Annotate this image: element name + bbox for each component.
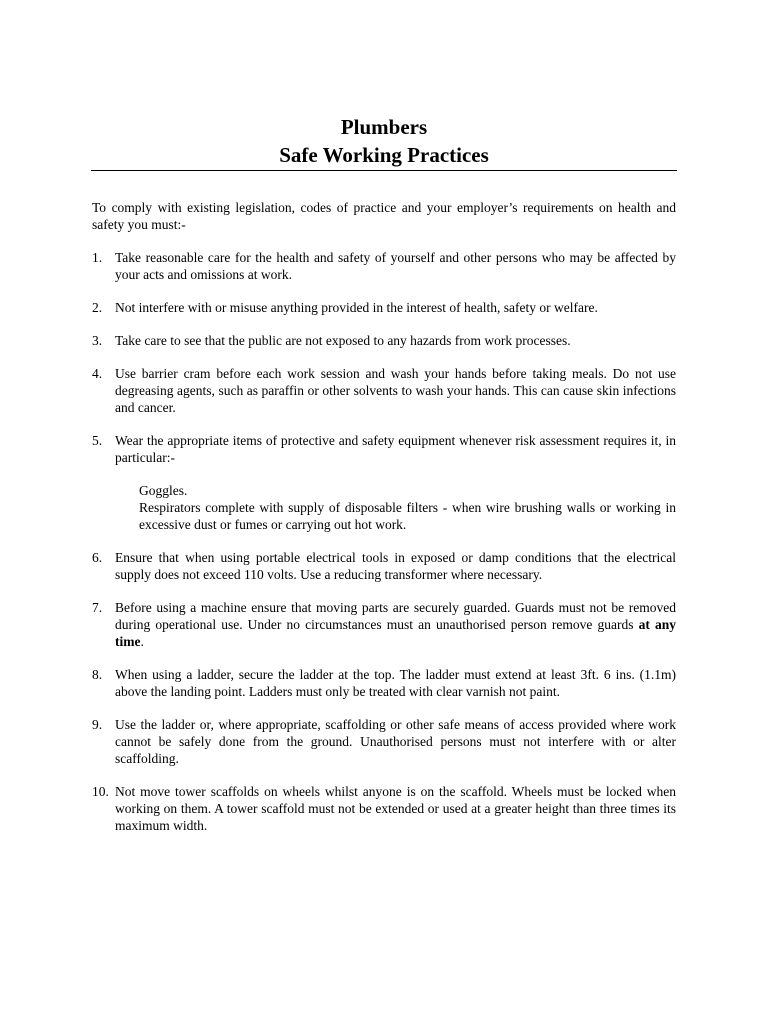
- item-text: Use the ladder or, where appropriate, scaffolding or other safe means of access provided where work cannot be safely done from the ground. Unauthorised persons must not interfere with or alter scaffolding.: [115, 717, 676, 766]
- item-text: Use barrier cram before each work session and wash your hands before taking meals. Do not use degreasing agents, such as paraffin or other solvents to wash your hands. This can cause skin infections and cancer.: [115, 366, 676, 415]
- item-number: 6.: [92, 550, 103, 565]
- list-item: [92, 332, 676, 349]
- item-number: 3.: [92, 333, 103, 348]
- document-body: [92, 199, 676, 850]
- list-item: [92, 783, 676, 834]
- item-text: Not move tower scaffolds on wheels whilst anyone is on the scaffold. Wheels must be locked when working on them. A tower scaffold must not be extended or used at a greater height than three times its maximum width.: [115, 784, 676, 833]
- item-number: 7.: [92, 600, 103, 615]
- item-number: 5.: [92, 433, 103, 448]
- intro-paragraph: To comply with existing legislation, codes of practice and your employer’s requirements on health and safety you must:-: [92, 200, 676, 232]
- item-text: Take care to see that the public are not exposed to any hazards from work processes.: [115, 333, 571, 348]
- sub-list: [139, 482, 676, 533]
- item-text: Ensure that when using portable electrical tools in exposed or damp conditions that the electrical supply does not exceed 110 volts. Use a reducing transformer where necessary.: [115, 550, 676, 582]
- page-subtitle: Safe Working Practices: [279, 143, 489, 167]
- item-text: Before using a machine ensure that moving parts are securely guarded. Guards must not be removed during operational use. Under no circumstances must an unauthorised person remove guards: [115, 600, 676, 632]
- list-item: [92, 249, 676, 283]
- title-block: [91, 113, 677, 171]
- list-item: [92, 599, 676, 650]
- list-item: [92, 666, 676, 700]
- item-text: Not interfere with or misuse anything provided in the interest of health, safety or welfare.: [115, 300, 598, 315]
- list-item: [92, 365, 676, 416]
- item-text-tail: .: [140, 634, 144, 649]
- page-title: Plumbers: [340, 115, 428, 139]
- item-text: Take reasonable care for the health and safety of yourself and other persons who may be affected by your acts and omissions at work.: [115, 250, 676, 282]
- practices-list: [92, 249, 676, 834]
- item-text: When using a ladder, secure the ladder at the top. The ladder must extend at least 3ft. 6 ins. (1.1m) above the landing point. Ladders must only be treated with clear varnish not paint.: [115, 667, 676, 699]
- list-item: [92, 549, 676, 583]
- item-emphasis: at any time: [115, 617, 676, 649]
- item-number: 1.: [92, 250, 103, 265]
- item-number: 4.: [92, 366, 103, 381]
- item-number: 9.: [92, 717, 103, 732]
- item-number: 10.: [92, 784, 109, 799]
- sub-list-item: Goggles.: [139, 483, 188, 498]
- list-item: [92, 299, 676, 316]
- item-text: Wear the appropriate items of protective and safety equipment whenever risk assessment requires it, in particular:-: [115, 433, 676, 465]
- list-item: [92, 716, 676, 767]
- sub-list-item: Respirators complete with supply of disposable filters - when wire brushing walls or working in excessive dust or fumes or carrying out hot work.: [139, 500, 676, 532]
- item-number: 2.: [92, 300, 103, 315]
- item-number: 8.: [92, 667, 103, 682]
- list-item: [92, 432, 676, 533]
